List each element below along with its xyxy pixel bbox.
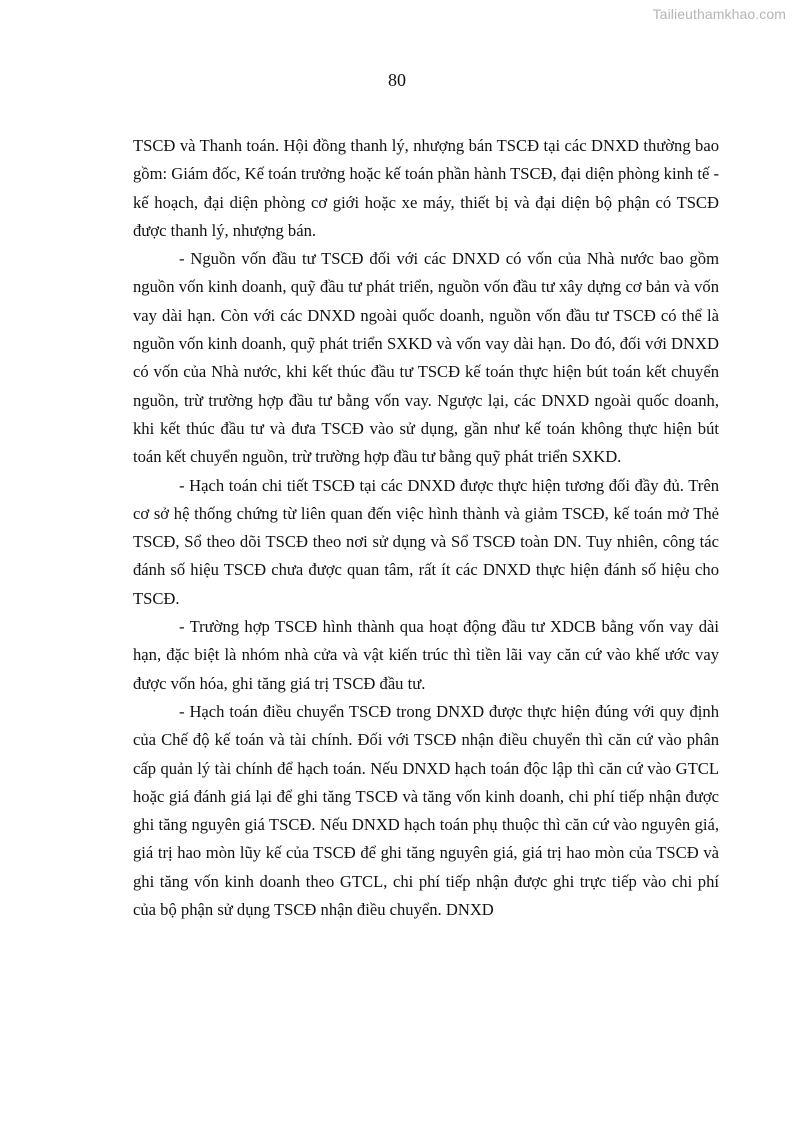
paragraph-detailed-accounting: - Hạch toán chi tiết TSCĐ tại các DNXD được thực hiện tương đối đầy đủ. Trên cơ sở hệ thống chứng từ liên quan đến việc hình thành và giảm TSCĐ, kế toán mở Thẻ TSCĐ, Sổ theo dõi TSCĐ theo nơi sử dụng và Sổ TSCĐ toàn DN. Tuy nhiên, công tác đánh số hiệu TSCĐ chưa được quan tâm, rất ít các DNXD thực hiện đánh số hiệu cho TSCĐ. (133, 475, 719, 608)
paragraph-funding-sources: - Nguồn vốn đầu tư TSCĐ đối với các DNXD có vốn của Nhà nước bao gồm nguồn vốn kinh doanh, quỹ đầu tư phát triển, nguồn vốn đầu tư xây dựng cơ bản và vốn vay dài hạn. Còn với các DNXD ngoài quốc doanh, nguồn vốn đầu tư TSCĐ có thể là nguồn vốn kinh doanh, quỹ phát triển SXKD và vốn vay dài hạn. Do đó, đối với DNXD có vốn của Nhà nước, khi kết thúc đầu tư TSCĐ kế toán thực hiện bút toán kết chuyển nguồn, trừ trường hợp đầu tư bằng vốn vay. Ngược lại, các DNXD ngoài quốc doanh, khi kết thúc đầu tư và đưa TSCĐ vào sử dụng, gần như kế toán không thực hiện bút toán kết chuyển nguồn, trừ trường hợp đầu tư bằng quỹ phát triển SXKD. (133, 249, 719, 467)
document-body (133, 132, 719, 924)
page-number: 80 (388, 70, 406, 90)
paragraph-capitalized-interest: - Trường hợp TSCĐ hình thành qua hoạt động đầu tư XDCB bằng vốn vay dài hạn, đặc biệt là nhóm nhà cửa và vật kiến trúc thì tiền lãi vay căn cứ vào khế ước vay được vốn hóa, ghi tăng giá trị TSCĐ đầu tư. (133, 617, 719, 693)
paragraph-asset-transfer: - Hạch toán điều chuyển TSCĐ trong DNXD được thực hiện đúng với quy định của Chế độ kế toán và tài chính. Đối với TSCĐ nhận điều chuyển thì căn cứ vào phân cấp quản lý tài chính để hạch toán. Nếu DNXD hạch toán độc lập thì căn cứ vào GTCL hoặc giá đánh giá lại để ghi tăng TSCĐ và tăng vốn kinh doanh, chi phí tiếp nhận được ghi tăng nguyên giá TSCĐ. Nếu DNXD hạch toán phụ thuộc thì căn cứ vào nguyên giá, giá trị hao mòn lũy kế của TSCĐ để ghi tăng nguyên giá, giá trị hao mòn của TSCĐ và ghi tăng vốn kinh doanh theo GTCL, chi phí tiếp nhận được ghi trực tiếp vào chi phí của bộ phận sử dụng TSCĐ nhận điều chuyển. DNXD (133, 701, 719, 920)
paragraph-continuation: TSCĐ và Thanh toán. Hội đồng thanh lý, nhượng bán TSCĐ tại các DNXD thường bao gồm: Giám đốc, Kế toán trưởng hoặc kế toán phần hành TSCĐ, đại diện phòng kinh tế - kế hoạch, đại diện phòng cơ giới hoặc xe máy, thiết bị và đại diện bộ phận có TSCĐ được thanh lý, nhượng bán. (133, 136, 719, 240)
watermark-text: Tailieuthamkhao.com (652, 6, 786, 22)
